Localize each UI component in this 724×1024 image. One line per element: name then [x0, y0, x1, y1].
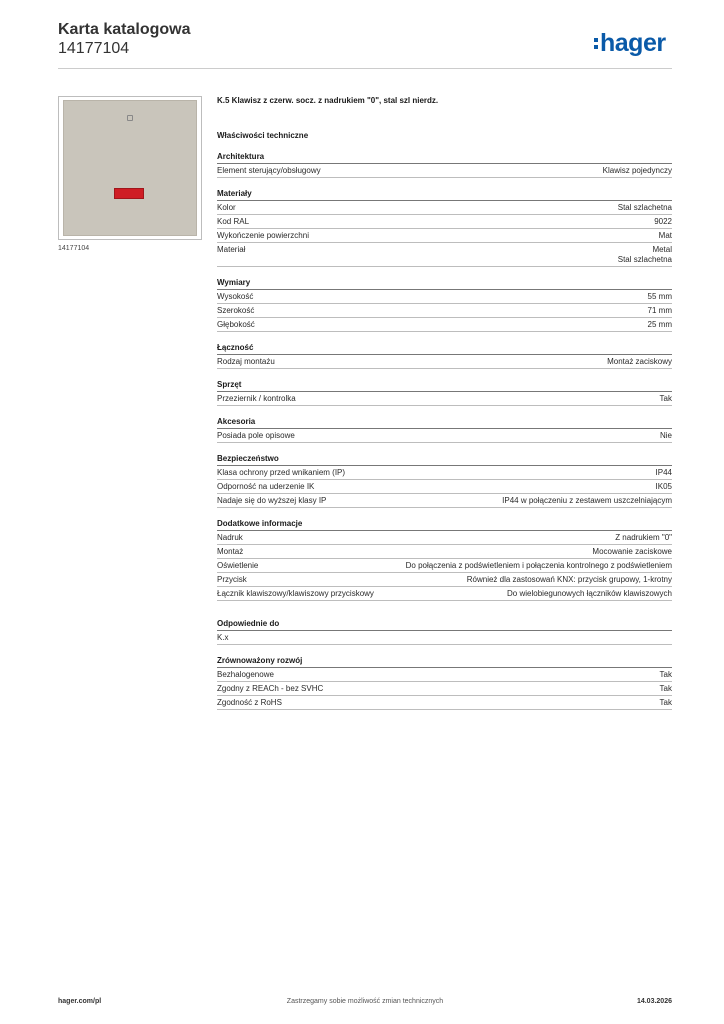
spec-label: Przycisk	[217, 574, 247, 584]
spec-row	[217, 494, 672, 508]
section-title: Odpowiednie do	[217, 618, 672, 631]
spec-value: Mocowanie zaciskowe	[592, 546, 672, 556]
spec-label: Klasa ochrony przed wnikaniem (IP)	[217, 467, 346, 477]
spec-value: IP44 w połączeniu z zestawem uszczelniającym	[502, 495, 672, 505]
spec-value: IP44	[655, 467, 672, 477]
document-number: 14177104	[58, 40, 130, 57]
section-title: Łączność	[217, 342, 672, 355]
spec-label: Oświetlenie	[217, 560, 259, 570]
spec-label: Zgodny z REACh - bez SVHC	[217, 683, 324, 693]
spec-label: Materiał	[217, 244, 246, 254]
spec-section	[217, 277, 672, 332]
logo-dots-icon	[594, 38, 598, 49]
spec-label: Wykończenie powierzchni	[217, 230, 309, 240]
spec-row	[217, 545, 672, 559]
document-title: Karta katalogowa	[58, 21, 191, 38]
spec-row	[217, 682, 672, 696]
spec-row	[217, 587, 672, 601]
red-lens-icon	[114, 188, 144, 199]
section-title: Dodatkowe informacje	[217, 518, 672, 531]
spec-row	[217, 164, 672, 178]
properties-heading: Właściwości techniczne	[217, 131, 309, 140]
spec-row	[217, 215, 672, 229]
footer-website[interactable]: hager.com/pl	[58, 998, 102, 1005]
spec-label: K.x	[217, 632, 229, 642]
header-divider	[58, 68, 672, 69]
section-title: Bezpieczeństwo	[217, 453, 672, 466]
spec-value: Do wielobiegunowych łączników klawiszowych	[507, 588, 672, 598]
spec-value: Nie	[659, 430, 672, 440]
spec-label: Odporność na uderzenie IK	[217, 481, 315, 491]
spec-value: 55 mm	[647, 291, 672, 301]
spec-section	[217, 453, 672, 508]
spec-section	[217, 342, 672, 369]
spec-section	[217, 416, 672, 443]
spec-row	[217, 466, 672, 480]
spec-section	[217, 618, 672, 645]
spec-row	[217, 201, 672, 215]
spec-value: Do połączenia z podświetleniem i połączenia kontrolnego z podświetleniem	[405, 560, 672, 570]
spec-value: Stal szlachetna	[617, 202, 672, 212]
spec-value: Montaż zaciskowy	[607, 356, 672, 366]
section-title: Zrównoważony rozwój	[217, 655, 672, 668]
section-title: Architektura	[217, 151, 672, 164]
spec-row	[217, 696, 672, 710]
spec-row	[217, 573, 672, 587]
spec-value: Klawisz pojedynczy	[602, 165, 672, 175]
spec-row	[217, 668, 672, 682]
spec-value: Tak	[659, 393, 672, 403]
product-spec-sheet	[217, 95, 672, 720]
switch-plate-image	[63, 100, 197, 236]
spec-label: Głębokość	[217, 319, 255, 329]
spec-sections	[217, 151, 672, 710]
spec-value: Również dla zastosowań KNX: przycisk grupowy, 1-krotny	[466, 574, 672, 584]
spec-value: Mat	[658, 230, 672, 240]
hager-logo	[594, 28, 666, 58]
footer-disclaimer: Zastrzegamy sobie możliwość zmian technicznych	[286, 998, 444, 1005]
spec-row	[217, 304, 672, 318]
product-image	[58, 96, 202, 240]
spec-value: 25 mm	[647, 319, 672, 329]
logo-text: hager	[600, 29, 666, 57]
spec-label: Rodzaj montażu	[217, 356, 275, 366]
spec-label: Kolor	[217, 202, 236, 212]
spec-value: IK05	[655, 481, 672, 491]
spec-row	[217, 631, 672, 645]
product-description: K.5 Klawisz z czerw. socz. z nadrukiem "0", stal szl nierdz.	[217, 96, 439, 105]
spec-row	[217, 290, 672, 304]
spec-row	[217, 559, 672, 573]
spec-value: Tak	[659, 669, 672, 679]
zero-symbol-icon	[127, 115, 133, 121]
spec-value: 9022	[654, 216, 672, 226]
spec-label: Bezhalogenowe	[217, 669, 274, 679]
footer-date: 14.03.2026	[636, 998, 672, 1005]
spec-label: Montaż	[217, 546, 244, 556]
spec-value: Metal Stal szlachetna	[617, 244, 672, 264]
image-caption: 14177104	[58, 245, 90, 252]
spec-row	[217, 355, 672, 369]
spec-section	[217, 188, 672, 267]
spec-label: Wysokość	[217, 291, 254, 301]
spec-value: Tak	[659, 697, 672, 707]
spec-value: Tak	[659, 683, 672, 693]
section-title: Sprzęt	[217, 379, 672, 392]
spec-row	[217, 229, 672, 243]
spec-row	[217, 429, 672, 443]
spec-row	[217, 318, 672, 332]
section-title: Materiały	[217, 188, 672, 201]
section-title: Akcesoria	[217, 416, 672, 429]
spec-row	[217, 243, 672, 267]
spec-label: Nadruk	[217, 532, 243, 542]
spec-label: Element sterujący/obsługowy	[217, 165, 321, 175]
spec-label: Kod RAL	[217, 216, 250, 226]
spec-value: 71 mm	[647, 305, 672, 315]
spec-section	[217, 518, 672, 601]
spec-section	[217, 151, 672, 178]
spec-row	[217, 392, 672, 406]
spec-section	[217, 379, 672, 406]
spec-label: Łącznik klawiszowy/klawiszowy przyciskowy	[217, 588, 374, 598]
spec-row	[217, 531, 672, 545]
spec-label: Szerokość	[217, 305, 255, 315]
section-title: Wymiary	[217, 277, 672, 290]
spec-row	[217, 480, 672, 494]
spec-label: Zgodność z RoHS	[217, 697, 282, 707]
spec-label: Przeziernik / kontrolka	[217, 393, 296, 403]
spec-label: Nadaje się do wyższej klasy IP	[217, 495, 327, 505]
spec-label: Posiada pole opisowe	[217, 430, 295, 440]
spec-value: Z nadrukiem "0"	[615, 532, 672, 542]
document-header	[58, 20, 190, 58]
spec-section	[217, 655, 672, 710]
